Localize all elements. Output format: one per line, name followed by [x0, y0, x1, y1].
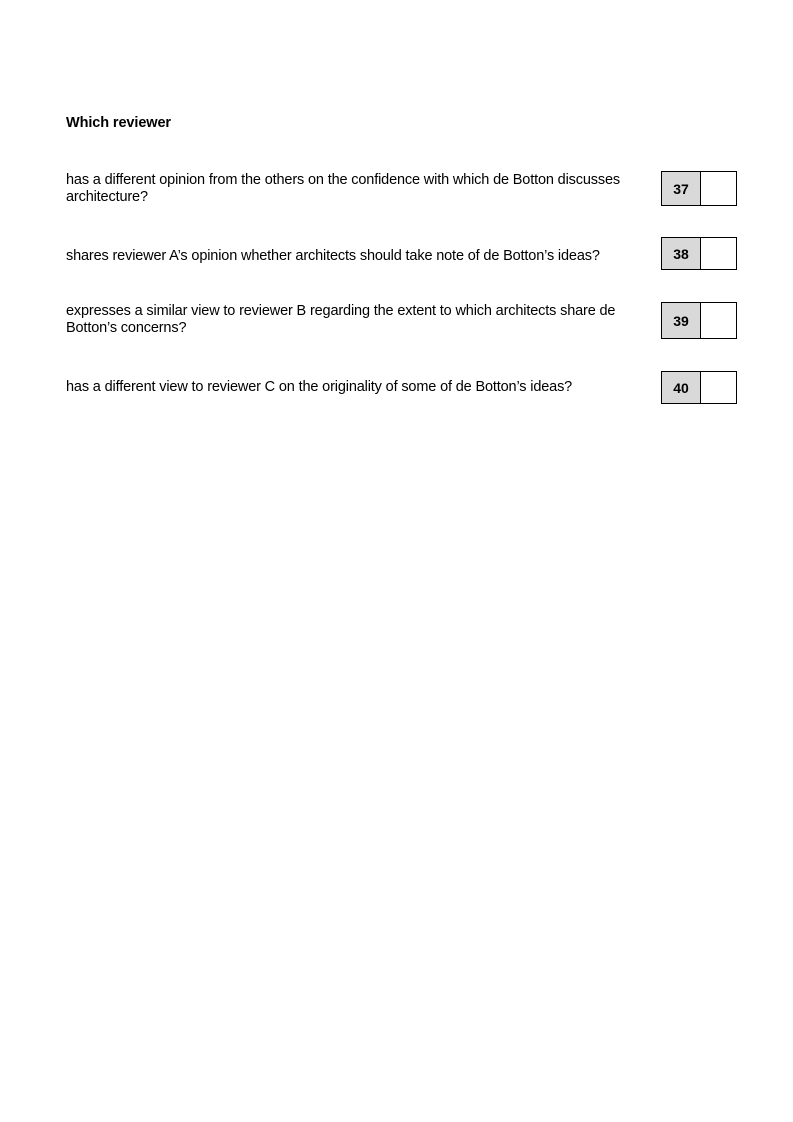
question-number-37: 37	[662, 172, 701, 205]
question-40-text: has a different view to reviewer C on the originality of some of de Botton’s ideas?	[66, 379, 573, 395]
question-number-40: 40	[662, 372, 701, 403]
question-38-text: shares reviewer A’s opinion whether architects should take note of de Botton’s ideas?	[66, 248, 600, 264]
answer-input-37[interactable]	[701, 172, 736, 205]
question-37-text: has a different opinion from the others on the confidence with which de Botton discusses architecture?	[66, 172, 620, 205]
answer-box-40	[661, 371, 737, 404]
answer-box-39	[661, 302, 737, 339]
question-number-38: 38	[662, 238, 701, 269]
answer-input-38[interactable]	[701, 238, 736, 269]
question-number-39: 39	[662, 303, 701, 338]
answer-box-38	[661, 237, 737, 270]
answer-box-37	[661, 171, 737, 206]
section-heading: Which reviewer	[66, 115, 171, 131]
answer-input-40[interactable]	[701, 372, 736, 403]
answer-input-39[interactable]	[701, 303, 736, 338]
question-39-text: expresses a similar view to reviewer B regarding the extent to which architects share de Botton’s concerns?	[66, 303, 616, 336]
